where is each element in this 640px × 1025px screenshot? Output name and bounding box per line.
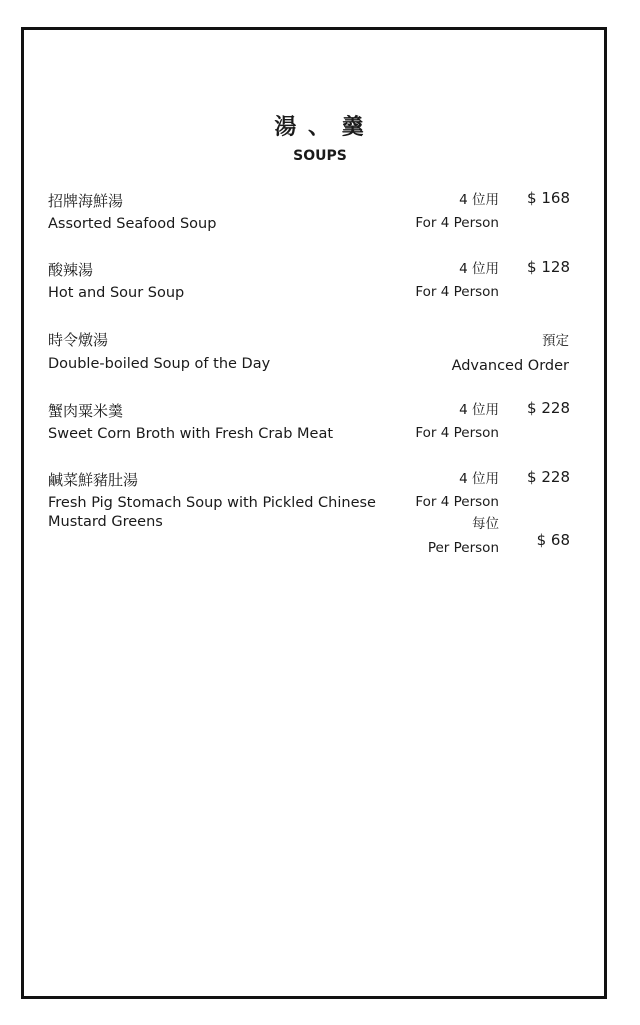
item-portion-chinese: 4 位用	[459, 261, 499, 277]
section-title-english: SOUPS	[293, 148, 347, 164]
item-name-english: Assorted Seafood Soup	[48, 216, 217, 232]
item-name-english: Sweet Corn Broth with Fresh Crab Meat	[48, 426, 334, 442]
item-portion-english: For 4 Person	[415, 284, 499, 300]
item-price: $ 228	[527, 399, 570, 417]
item-name-english-line-1: Fresh Pig Stomach Soup with Pickled Chinese	[48, 495, 376, 511]
item-name-chinese: 招牌海鮮湯	[48, 192, 124, 210]
item-name-chinese: 蟹肉粟米羹	[48, 402, 124, 420]
per-person-english: Per Person	[427, 540, 499, 556]
section-title-chinese: 湯 、 羹	[274, 115, 366, 140]
item-portion-english: For 4 Person	[415, 215, 499, 231]
item-portion-chinese: 4 位用	[459, 471, 499, 487]
item-portion-chinese: 4 位用	[459, 192, 499, 208]
advance-order-chinese: 預定	[542, 333, 569, 349]
per-person-price: $ 68	[536, 531, 570, 549]
advance-order-english: Advanced Order	[451, 358, 569, 374]
item-name-chinese: 鹹菜鮮豬肚湯	[48, 471, 139, 489]
item-price: $ 228	[527, 468, 570, 486]
item-name-english: Hot and Sour Soup	[48, 285, 185, 301]
item-portion-chinese: 4 位用	[459, 402, 499, 418]
item-name-chinese: 酸辣湯	[48, 261, 94, 279]
item-portion-english: For 4 Person	[415, 494, 499, 510]
item-price: $ 128	[527, 258, 570, 276]
item-portion-english: For 4 Person	[415, 425, 499, 441]
item-name-english-line-2: Mustard Greens	[48, 514, 163, 530]
menu-border	[21, 27, 607, 999]
item-name-chinese: 時令燉湯	[48, 331, 109, 349]
per-person-chinese: 每位	[472, 516, 499, 532]
item-name-english: Double-boiled Soup of the Day	[48, 356, 271, 372]
item-price: $ 168	[527, 189, 570, 207]
